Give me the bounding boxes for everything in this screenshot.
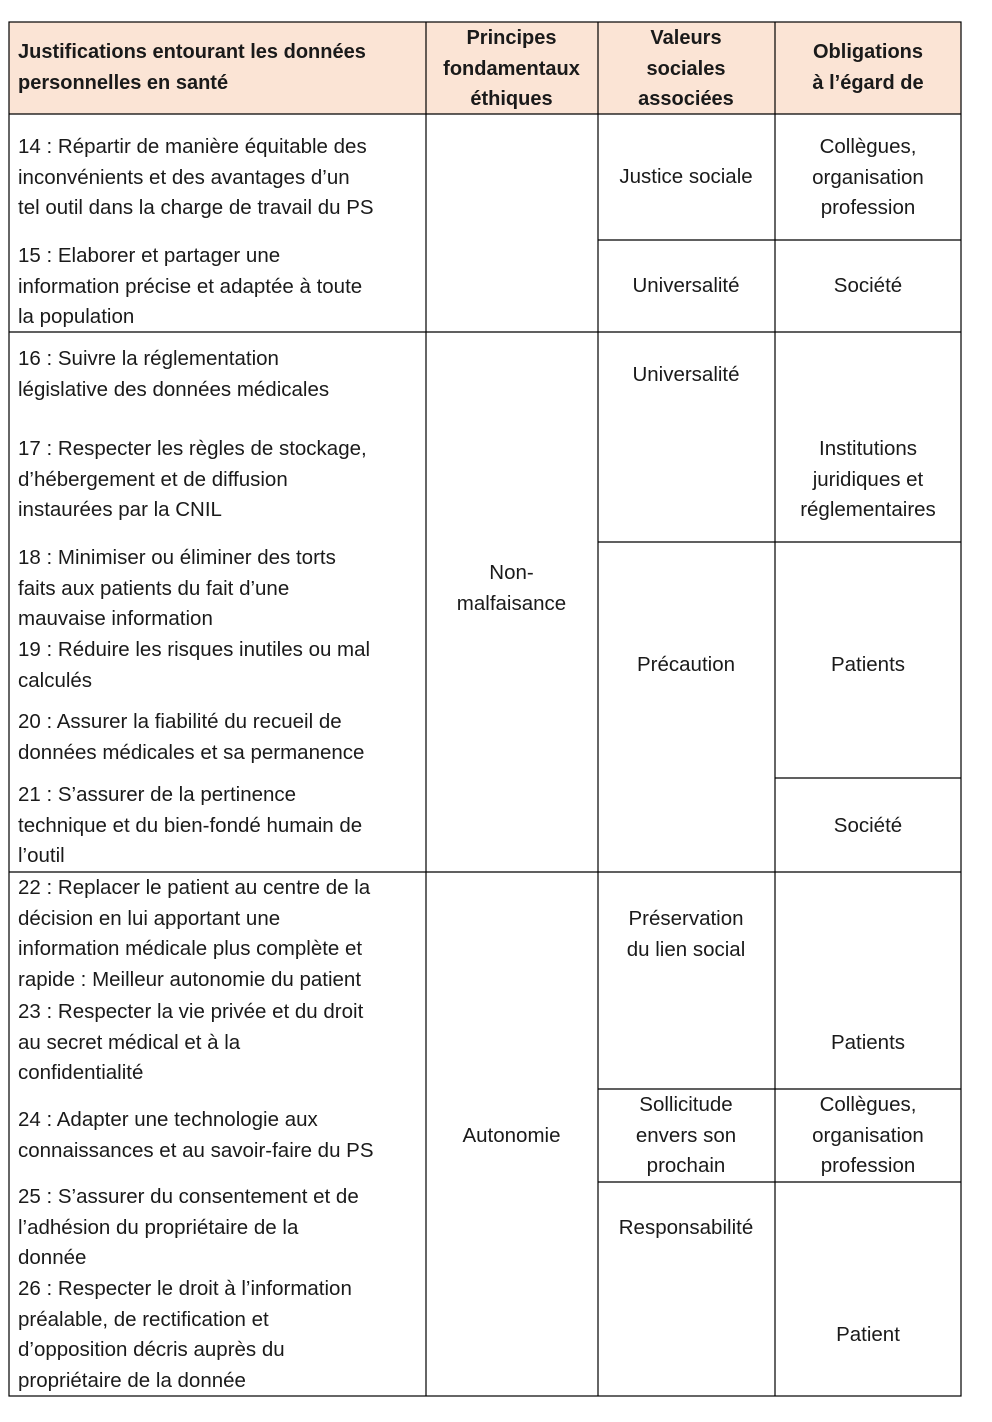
obligation-societe: Société bbox=[833, 274, 903, 297]
justification-14: 14 : Répartir de manière équitable des inconvénients et des avantages d’un tel outil dans la charge de travail du PS bbox=[18, 135, 374, 220]
justification-21: 21 : S’assurer de la pertinence technique et du bien-fondé humain de l’outil bbox=[18, 783, 363, 868]
obligation-institutions: Institutions juridiques et réglementaires bbox=[800, 437, 936, 522]
justification-26: 26 : Respecter le droit à l’information préalable, de rectification et d’opposition décris auprès du propriétaire de la donnée bbox=[18, 1277, 352, 1392]
obligation-patient: Patient bbox=[836, 1323, 900, 1346]
value-precaution: Précaution bbox=[636, 653, 735, 676]
value-justice-sociale: Justice sociale bbox=[619, 165, 753, 188]
obligation-collegues: Collègues, organisation profession bbox=[812, 1093, 924, 1178]
principle-non-malfaisance: Non- malfaisance bbox=[456, 561, 567, 615]
obligation-patients: Patients bbox=[830, 1031, 906, 1054]
justification-17: 17 : Respecter les règles de stockage, d’hébergement et de diffusion instaurées par la CNIL bbox=[18, 437, 367, 522]
justification-16: 16 : Suivre la réglementation législative des données médicales bbox=[18, 347, 330, 401]
header-principles: Principes fondamentaux éthiques bbox=[443, 27, 580, 111]
value-sollicitude: Sollicitude envers son prochain bbox=[635, 1093, 737, 1178]
value-universalite: Universalité bbox=[632, 363, 740, 386]
justification-24: 24 : Adapter une technologie aux connaissances et au savoir-faire du PS bbox=[18, 1108, 374, 1162]
justification-25: 25 : S’assurer du consentement et de l’adhésion du propriétaire de la donnée bbox=[18, 1185, 359, 1270]
header-obligations: Obligations à l’égard de bbox=[812, 41, 924, 94]
obligation-collegues: Collègues, organisation profession bbox=[812, 135, 924, 220]
justification-19: 19 : Réduire les risques inutiles ou mal calculés bbox=[18, 638, 371, 692]
value-responsabilite: Responsabilité bbox=[618, 1216, 754, 1239]
justification-15: 15 : Elaborer et partager une information précise et adaptée à toute la population bbox=[18, 244, 363, 329]
justification-23: 23 : Respecter la vie privée et du droit au secret médical et à la confidentialité bbox=[18, 1000, 364, 1085]
value-universalite: Universalité bbox=[632, 274, 740, 297]
header-justifications: Justifications entourant les données personnelles en santé bbox=[18, 41, 366, 94]
obligation-societe: Société bbox=[833, 814, 903, 837]
justification-18: 18 : Minimiser ou éliminer des torts faits aux patients du fait d’une mauvaise information bbox=[18, 546, 336, 631]
header-values: Valeurs sociales associées bbox=[638, 27, 734, 111]
value-preservation-lien-social: Préservation du lien social bbox=[626, 907, 746, 961]
obligation-patients: Patients bbox=[830, 653, 906, 676]
justification-20: 20 : Assurer la fiabilité du recueil de données médicales et sa permanence bbox=[18, 710, 365, 764]
principle-autonomie: Autonomie bbox=[462, 1124, 561, 1147]
justification-22: 22 : Replacer le patient au centre de la décision en lui apportant une information médicale plus complète et rapide : Meilleur autonomie du patient bbox=[18, 876, 371, 991]
